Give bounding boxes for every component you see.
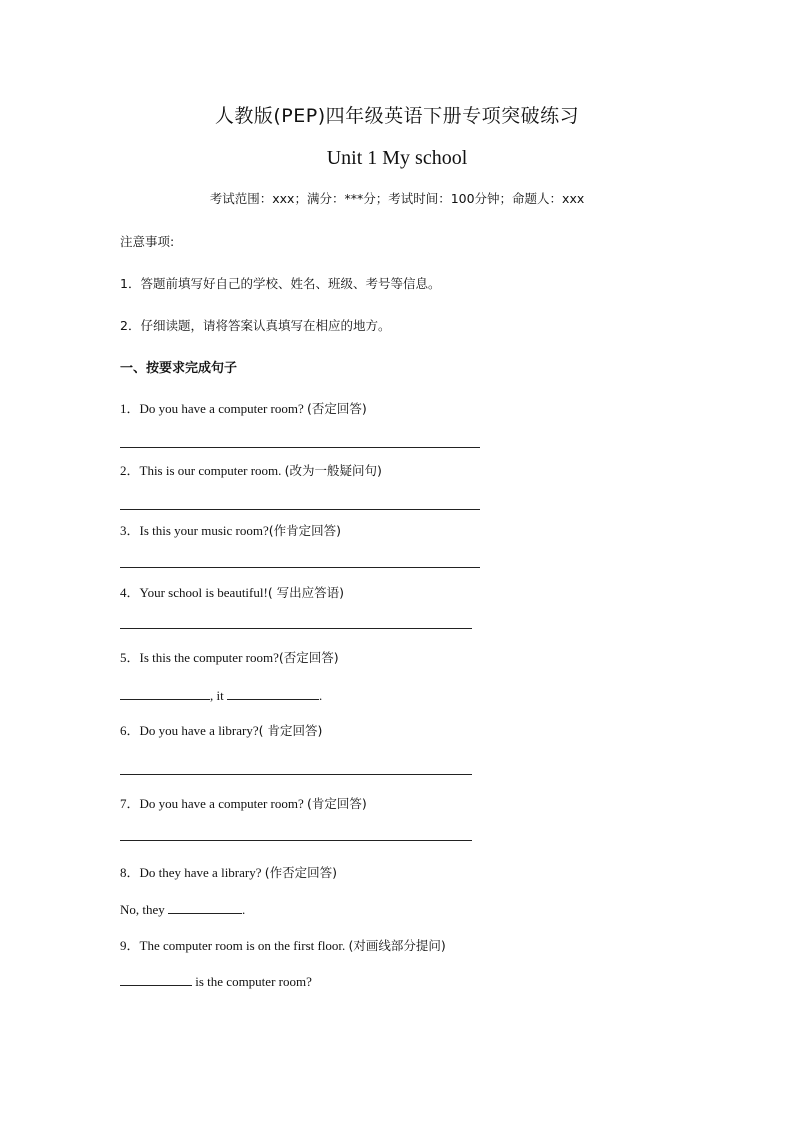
answer-8-blank[interactable] — [168, 903, 242, 914]
question-7 — [120, 793, 367, 812]
question-1-instruction: (否定回答) — [307, 401, 367, 416]
answer-9-end: is the computer room? — [192, 974, 312, 989]
answer-5-blank-2[interactable] — [227, 689, 319, 700]
question-7-instruction: (肯定回答) — [307, 796, 367, 811]
question-9-instruction: (对画线部分提问) — [348, 938, 446, 953]
document-subtitle: Unit 1 My school — [326, 147, 468, 169]
question-6-instruction: ( 肯定回答) — [258, 723, 323, 738]
question-5-text: 5．Is this the computer room? — [120, 650, 279, 665]
answer-5-mid: , it — [210, 688, 227, 703]
question-2-instruction: (改为一般疑问句) — [284, 463, 382, 478]
question-9 — [120, 935, 446, 954]
question-2-text: 2．This is our computer room. — [120, 463, 285, 478]
answer-9-blank[interactable] — [120, 975, 192, 986]
notes-heading: 注意事项: — [120, 234, 175, 249]
question-3-instruction: (作肯定回答) — [268, 523, 342, 538]
exam-info: 考试范围：xxx；满分：***分；考试时间：100分钟；命题人：xxx — [209, 191, 585, 206]
question-7-text: 7．Do you have a computer room? — [120, 796, 308, 811]
question-5-instruction: (否定回答) — [278, 650, 339, 665]
answer-5-blank-1[interactable] — [120, 689, 210, 700]
question-4-text: 4．Your school is beautiful! — [120, 585, 268, 600]
note-item-1: 1．答题前填写好自己的学校、姓名、班级、考号等信息。 — [120, 276, 441, 291]
note-item-2: 2．仔细读题，请将答案认真填写在相应的地方。 — [120, 318, 391, 333]
question-4 — [120, 582, 344, 601]
answer-line-4[interactable] — [120, 628, 472, 629]
answer-5 — [120, 688, 322, 704]
answer-line-6[interactable] — [120, 774, 472, 775]
answer-8-end: . — [242, 902, 246, 917]
question-8-text: 8．Do they have a library? — [120, 865, 265, 880]
answer-9 — [120, 974, 312, 990]
answer-8-start: No, they — [120, 902, 169, 917]
question-6 — [120, 720, 322, 739]
section-heading: 一、按要求完成句子 — [120, 361, 238, 376]
question-3-text: 3．Is this your music room? — [120, 523, 269, 538]
answer-8 — [120, 902, 245, 918]
question-5 — [120, 647, 339, 666]
question-8-instruction: (作否定回答) — [264, 865, 338, 880]
question-2 — [120, 460, 382, 479]
question-1-text: 1．Do you have a computer room? — [120, 401, 308, 416]
document-title: 人教版(PEP)四年级英语下册专项突破练习 — [214, 105, 580, 127]
answer-line-1[interactable] — [120, 447, 480, 448]
question-1 — [120, 398, 367, 417]
question-8 — [120, 862, 337, 881]
answer-line-3[interactable] — [120, 567, 480, 568]
answer-line-2[interactable] — [120, 509, 480, 510]
question-9-text: 9．The computer room is on the first floor. — [120, 938, 349, 953]
question-4-instruction: ( 写出应答语) — [267, 585, 345, 600]
question-3 — [120, 520, 341, 539]
answer-5-end: . — [318, 688, 323, 703]
answer-line-7[interactable] — [120, 840, 472, 841]
question-6-text: 6．Do you have a library? — [120, 723, 259, 738]
